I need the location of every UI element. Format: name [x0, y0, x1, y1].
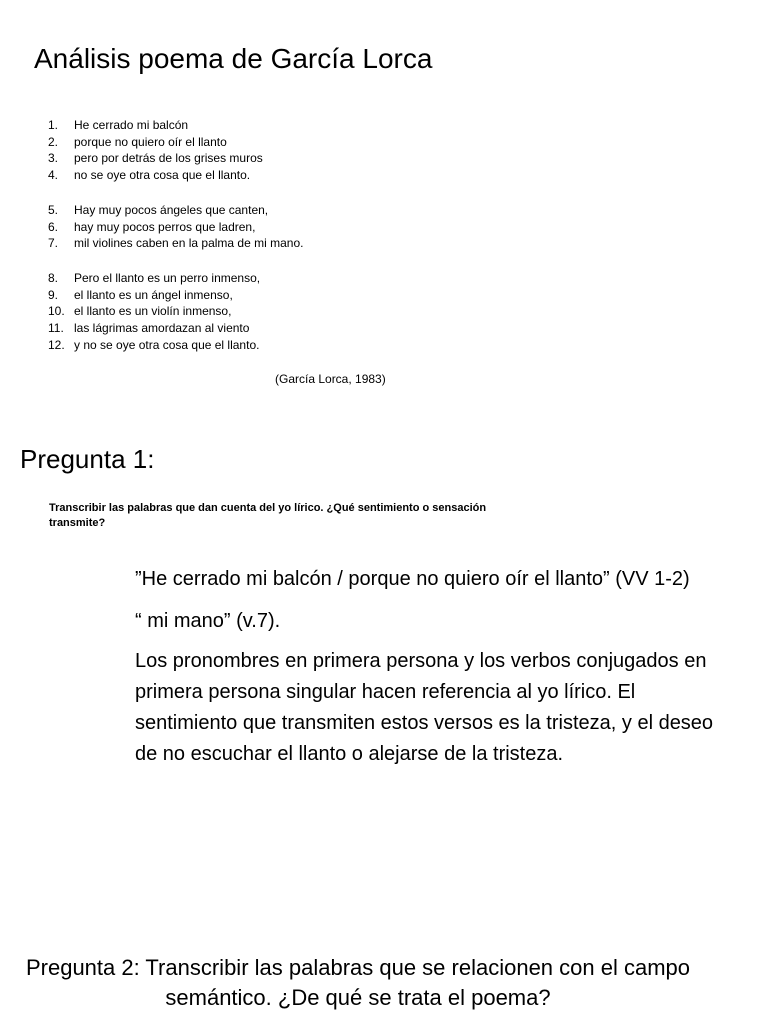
- poem-verse: [48, 287, 303, 304]
- poem: [48, 117, 303, 353]
- question-1-answer: [135, 564, 715, 770]
- verse-number: 1.: [48, 118, 59, 132]
- verse-text: He cerrado mi balcón: [74, 118, 189, 132]
- stanza-break: [48, 252, 303, 270]
- poem-verse: [48, 320, 303, 337]
- verse-text: las lágrimas amordazan al viento: [74, 321, 250, 336]
- verse-text: no se oye otra cosa que el llanto.: [74, 168, 251, 183]
- verse-text: porque no quiero oír el llanto: [74, 134, 227, 149]
- verse-number: 9.: [48, 287, 59, 302]
- verse-number: 12.: [48, 337, 65, 352]
- verse-number: 3.: [48, 151, 59, 166]
- poem-verse: [48, 303, 303, 320]
- page-title: Análisis poema de García Lorca: [34, 43, 433, 74]
- answer-explanation: Los pronombres en primera persona y los verbos conjugados en primera persona singular hacen referencia al yo lírico. El sentimiento que transmiten estos versos es la tristeza, y el deseo de no escuchar el llanto o alejarse de la tristeza.: [135, 650, 714, 765]
- poem-verse: [48, 270, 303, 287]
- verse-text: pero por detrás de los grises muros: [74, 151, 263, 166]
- verse-text: el llanto es un violín inmenso,: [74, 304, 232, 319]
- verse-number: 11.: [48, 321, 64, 336]
- poem-verse: [48, 150, 303, 167]
- verse-number: 10.: [48, 304, 65, 319]
- question-1-heading: Pregunta 1:: [20, 444, 155, 474]
- verse-number: 6.: [48, 219, 59, 234]
- poem-verse: [48, 219, 303, 236]
- verse-number: 4.: [48, 168, 59, 183]
- poem-verse: [48, 202, 303, 219]
- stanza-break: [48, 184, 303, 202]
- verse-number: 8.: [48, 270, 59, 285]
- poem-verse: [48, 134, 303, 151]
- verse-text: el llanto es un ángel inmenso,: [74, 287, 233, 302]
- verse-text: y no se oye otra cosa que el llanto.: [74, 337, 260, 352]
- answer-quote-verses: ”He cerrado mi balcón / porque no quiero oír el llanto” (VV 1-2): [135, 568, 690, 590]
- question-2-heading: Pregunta 2: Transcribir las palabras que se relacionen con el campo semántico. ¿De qué se trata el poema?: [25, 955, 691, 1010]
- poem-verse: [48, 167, 303, 184]
- verse-number: 2.: [48, 134, 59, 149]
- verse-text: Hay muy pocos ángeles que canten,: [74, 202, 269, 217]
- answer-quote-mi-mano: “ mi mano” (v.7).: [135, 610, 281, 632]
- question-1-prompt: Transcribir las palabras que dan cuenta del yo lírico. ¿Qué sentimiento o sensación transmite?: [49, 502, 487, 529]
- verse-text: Pero el llanto es un perro inmenso,: [74, 270, 261, 285]
- verse-number: 5.: [48, 202, 59, 217]
- verse-text: mil violines caben en la palma de mi mano.: [74, 236, 304, 251]
- poem-verse: [48, 117, 303, 134]
- poem-citation: (García Lorca, 1983): [275, 372, 386, 386]
- poem-verse: [48, 337, 303, 354]
- poem-verse: [48, 235, 303, 252]
- verse-text: hay muy pocos perros que ladren,: [74, 219, 256, 234]
- verse-number: 7.: [48, 236, 59, 251]
